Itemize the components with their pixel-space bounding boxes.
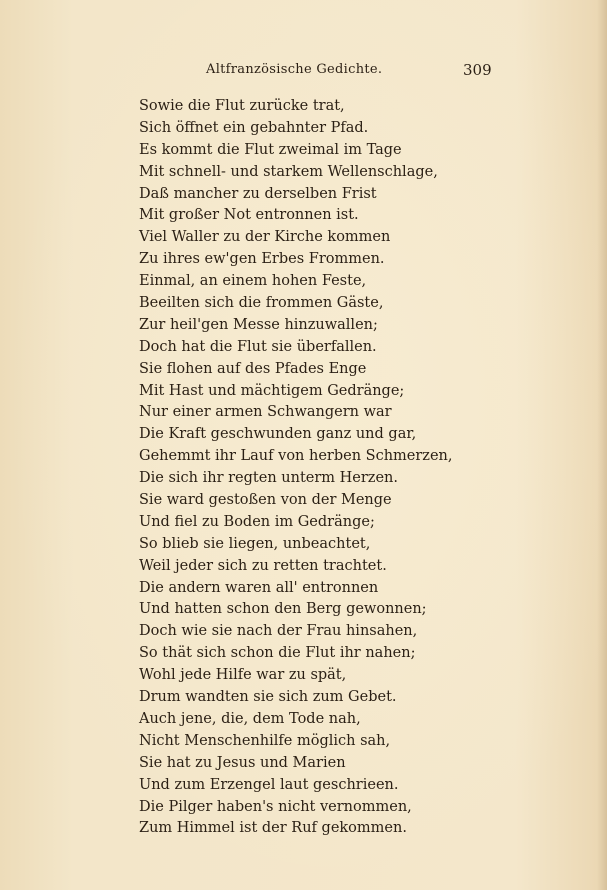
running-head: Altfranzösische Gedichte. (206, 62, 383, 77)
poem-line: Sie ward gestoßen von der Menge (139, 492, 392, 509)
poem-line: Sie hat zu Jesus und Marien (139, 754, 346, 771)
poem-line: Nicht Menschenhilfe möglich sah, (139, 732, 391, 749)
poem-line: So thät sich schon die Flut ihr nahen; (139, 645, 416, 662)
poem-line: Mit großer Not entronnen ist. (139, 207, 359, 224)
poem-line: Einmal, an einem hohen Feste, (139, 273, 367, 290)
poem-line: Auch jene, die, dem Tode nah, (139, 710, 361, 727)
poem-line: Die sich ihr regten unterm Herzen. (139, 470, 398, 487)
poem-line: Mit schnell- und starkem Wellenschlage, (139, 163, 438, 180)
poem-line: Beeilten sich die frommen Gäste, (139, 295, 384, 312)
poem-line: Die andern waren all' entronnen (139, 579, 379, 596)
poem-line: Nur einer armen Schwangern war (139, 404, 392, 421)
poem (139, 96, 452, 840)
poem-line: Und zum Erzengel laut geschrieen. (139, 776, 399, 793)
poem-line: Doch hat die Flut sie überfallen. (139, 338, 377, 355)
poem-line: Drum wandten sie sich zum Gebet. (139, 689, 397, 706)
poem-line: Und fiel zu Boden im Gedränge; (139, 513, 375, 530)
poem-line: Viel Waller zu der Kirche kommen (139, 229, 391, 246)
poem-line: Doch wie sie nach der Frau hinsahen, (139, 623, 418, 640)
poem-line: Und hatten schon den Berg gewonnen; (139, 601, 427, 618)
poem-line: Weil jeder sich zu retten trachtet. (139, 557, 387, 574)
poem-line: Wohl jede Hilfe war zu spät, (139, 667, 347, 684)
poem-line: Zum Himmel ist der Ruf gekommen. (139, 820, 407, 837)
poem-line: Zu ihres ew'gen Erbes Frommen. (139, 251, 385, 268)
poem-line: Sie flohen auf des Pfades Enge (139, 360, 367, 377)
page-number: 309 (463, 61, 492, 79)
poem-line: Sich öffnet ein gebahnter Pfad. (139, 119, 369, 136)
poem-line: Mit Hast und mächtigem Gedränge; (139, 382, 405, 399)
poem-line: Die Pilger haben's nicht vernommen, (139, 798, 412, 815)
poem-line: Die Kraft geschwunden ganz und gar, (139, 426, 417, 443)
poem-line: Es kommt die Flut zweimal im Tage (139, 141, 402, 158)
poem-line: Sowie die Flut zurücke trat, (139, 98, 345, 114)
poem-line: So blieb sie liegen, unbeachtet, (139, 535, 371, 552)
poem-line: Daß mancher zu derselben Frist (139, 185, 377, 202)
poem-line: Zur heil'gen Messe hinzuwallen; (139, 316, 378, 333)
poem-line: Gehemmt ihr Lauf von herben Schmerzen, (139, 448, 453, 465)
